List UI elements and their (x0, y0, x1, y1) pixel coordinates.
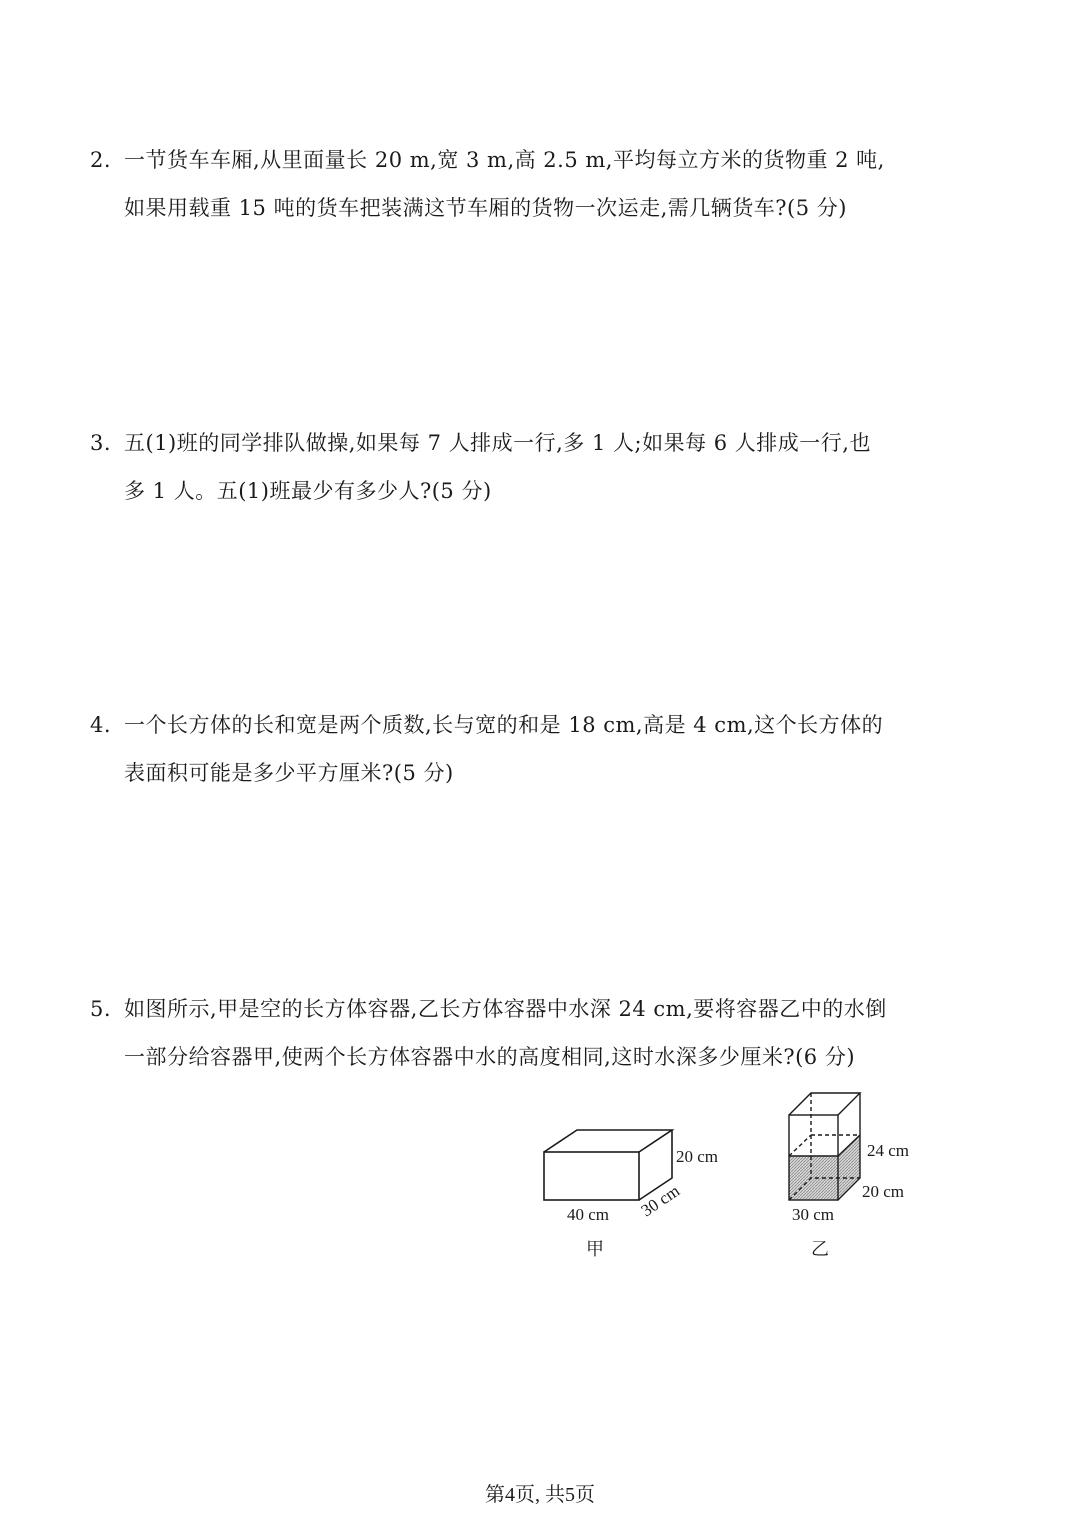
question-4 (90, 701, 930, 797)
question-5-line-2 (90, 1033, 930, 1081)
container-b-water-depth-label: 24 cm (867, 1141, 910, 1160)
question-3 (90, 419, 930, 515)
question-text: 一部分给容器甲,使两个长方体容器中水的高度相同,这时水深多少厘米?(6 分) (124, 1045, 856, 1069)
question-4-line-2 (90, 749, 930, 797)
container-a-width-label: 30 cm (637, 1181, 684, 1221)
question-text: 多 1 人。五(1)班最少有多少人?(5 分) (124, 479, 492, 503)
container-b-width-label: 20 cm (862, 1182, 905, 1201)
container-a-drawing (544, 1130, 672, 1200)
container-b-length-label: 30 cm (792, 1205, 835, 1224)
container-b-top-face (789, 1093, 860, 1115)
question-number: 4. (90, 713, 112, 737)
question-2 (90, 136, 930, 232)
question-3-line-1 (90, 419, 930, 467)
container-b-water-surface-back (789, 1135, 811, 1156)
question-2-line-1 (90, 136, 930, 184)
question-text: 表面积可能是多少平方厘米?(5 分) (124, 761, 454, 785)
container-a-front-face (544, 1152, 639, 1200)
container-a-caption: 甲 (586, 1239, 604, 1259)
question-text: 一个长方体的长和宽是两个质数,长与宽的和是 18 cm,高是 4 cm,这个长方体的 (124, 713, 884, 737)
container-a-length-label: 40 cm (567, 1205, 610, 1224)
question-text: 五(1)班的同学排队做操,如果每 7 人排成一行,多 1 人;如果每 6 人排成一行,也 (124, 431, 871, 455)
question-number: 3. (90, 431, 112, 455)
question-text: 如图所示,甲是空的长方体容器,乙长方体容器中水深 24 cm,要将容器乙中的水倒 (124, 997, 887, 1021)
question-5-line-1 (90, 985, 930, 1033)
container-a-top-face (544, 1130, 672, 1152)
container-a-height-label: 20 cm (676, 1147, 719, 1166)
question-text: 如果用载重 15 吨的货车把装满这节车厢的货物一次运走,需几辆货车?(5 分) (124, 196, 847, 220)
container-b-drawing (789, 1093, 860, 1200)
question-number: 2. (90, 148, 112, 172)
question-2-line-2 (90, 184, 930, 232)
container-figure (530, 1085, 950, 1265)
question-5 (90, 985, 930, 1081)
question-3-line-2 (90, 467, 930, 515)
page-footer: 第4页, 共5页 (485, 1484, 595, 1506)
container-b-caption: 乙 (811, 1239, 829, 1259)
question-number: 5. (90, 997, 112, 1021)
question-text: 一节货车车厢,从里面量长 20 m,宽 3 m,高 2.5 m,平均每立方米的货物重 2 吨, (124, 148, 885, 172)
question-4-line-1 (90, 701, 930, 749)
